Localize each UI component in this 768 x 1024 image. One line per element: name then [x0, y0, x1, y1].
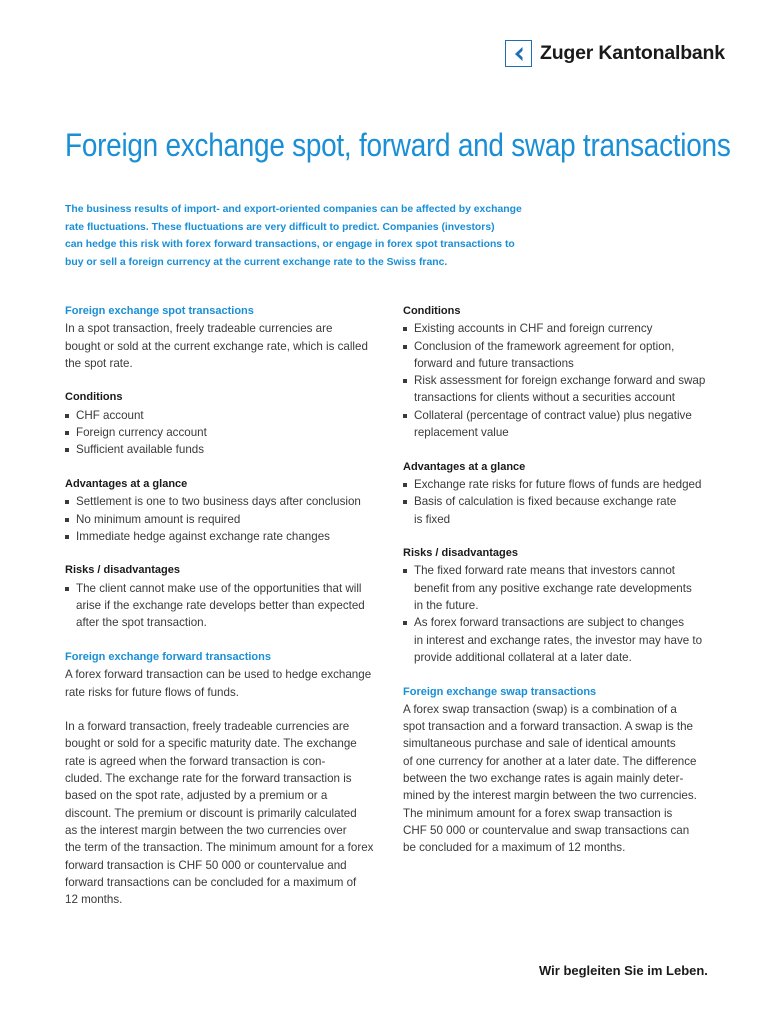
left-column: [65, 303, 390, 908]
intro-paragraph: [65, 201, 565, 271]
text-line: benefit from any positive exchange rate developments: [414, 581, 692, 595]
page-title: Foreign exchange spot, forward and swap transactions: [65, 127, 731, 163]
intro-line: rate fluctuations. These fluctuations are very difficult to predict. Companies (investors): [65, 221, 495, 233]
advantages-heading: Advantages at a glance: [65, 477, 188, 490]
conditions-heading: Conditions: [65, 391, 123, 404]
list-item: [403, 407, 728, 442]
text-line: 12 months.: [65, 893, 123, 907]
conditions-heading: Conditions: [403, 305, 461, 317]
text-line: forward transaction is CHF 50 000 or countervalue and: [65, 858, 347, 872]
text-line: based on the spot rate, adjusted by a premium or a: [65, 789, 328, 803]
text-line: bought or sold at the current exchange rate, which is called: [65, 339, 368, 353]
text-line: rate is agreed when the forward transaction is con-: [65, 754, 326, 768]
bank-logo: [505, 40, 725, 67]
text-line: arise if the exchange rate develops better than expected: [76, 599, 365, 613]
text-line: forward and future transactions: [414, 356, 574, 370]
intro-line: buy or sell a foreign currency at the current exchange rate to the Swiss franc.: [65, 256, 448, 268]
list-item: No minimum amount is required: [65, 511, 390, 528]
list-item: [403, 372, 728, 407]
text-line: cluded. The exchange rate for the forward transaction is: [65, 772, 352, 786]
conditions-list: [403, 320, 728, 441]
text-line: Conclusion of the framework agreement for option,: [414, 339, 675, 353]
text-line: the term of the transaction. The minimum amount for a forex: [65, 841, 374, 855]
list-item: Immediate hedge against exchange rate changes: [65, 528, 390, 545]
advantages-list: [65, 493, 390, 545]
text-line: is fixed: [414, 512, 451, 526]
text-line: spot transaction and a forward transaction. A swap is the: [403, 720, 694, 734]
chevron-left-icon: [505, 40, 532, 67]
text-line: Existing accounts in CHF and foreign currency: [414, 322, 653, 336]
risks-heading: Risks / disadvantages: [403, 547, 518, 560]
text-line: A forex swap transaction (swap) is a combination of a: [403, 702, 677, 716]
text-line: replacement value: [414, 426, 509, 440]
right-column: [403, 303, 728, 857]
text-line: As forex forward transactions are subject to changes: [414, 616, 685, 630]
list-item: Sufficient available funds: [65, 441, 390, 458]
text-line: in interest and exchange rates, the investor may have to: [414, 633, 703, 647]
text-line: after the spot transaction.: [76, 616, 207, 630]
text-line: The minimum amount for a forex swap transaction is: [403, 806, 673, 820]
text-line: Basis of calculation is fixed because exchange rate: [414, 495, 677, 509]
list-item: [65, 580, 390, 632]
risks-list: [65, 580, 390, 632]
bank-name: Zuger Kantonalbank: [540, 42, 725, 64]
list-item: [403, 338, 728, 373]
list-item: CHF account: [65, 407, 390, 424]
text-line: forward transactions can be concluded for a maximum of: [65, 875, 357, 889]
text-line: CHF 50 000 or countervalue and swap transactions can: [403, 823, 690, 837]
list-item: [403, 320, 728, 337]
text-line: Collateral (percentage of contract value) plus negative: [414, 408, 692, 422]
swap-heading: Foreign exchange swap transactions: [403, 685, 597, 698]
text-line: In a spot transaction, freely tradeable currencies are: [65, 322, 333, 336]
risks-list: [403, 562, 728, 666]
footer-tagline: Wir begleiten Sie im Leben.: [539, 963, 708, 978]
text-line: the spot rate.: [65, 356, 133, 370]
text-line: bought or sold for a specific maturity date. The exchange: [65, 737, 357, 751]
text-line: provide additional collateral at a later date.: [414, 650, 632, 664]
text-line: simultaneous purchase and sale of identical amounts: [403, 737, 676, 751]
forward-heading: Foreign exchange forward transactions: [65, 650, 271, 663]
advantages-heading: Advantages at a glance: [403, 460, 526, 473]
advantages-list: [403, 476, 728, 528]
text-line: The fixed forward rate means that investors cannot: [414, 564, 675, 578]
text-line: In a forward transaction, freely tradeable currencies are: [65, 720, 350, 734]
text-line: in the future.: [414, 599, 479, 613]
text-line: rate risks for future flows of funds.: [65, 685, 239, 699]
risks-heading: Risks / disadvantages: [65, 564, 180, 577]
text-line: A forex forward transaction can be used to hedge exchange: [65, 668, 372, 682]
intro-line: can hedge this risk with forex forward transactions, or engage in forex spot transactions to: [65, 239, 515, 250]
spot-heading: Foreign exchange spot transactions: [65, 305, 254, 317]
list-item: [403, 562, 728, 614]
list-item: [403, 614, 728, 666]
text-line: Risk assessment for foreign exchange forward and swap: [414, 374, 706, 388]
list-item: Foreign currency account: [65, 424, 390, 441]
text-line: The client cannot make use of the opportunities that will: [76, 581, 362, 595]
text-line: be concluded for a maximum of 12 months.: [403, 841, 626, 855]
intro-line: The business results of import- and export-oriented companies can be affected by exchange: [65, 204, 522, 215]
list-item: Settlement is one to two business days after conclusion: [65, 493, 390, 510]
list-item: [403, 476, 728, 493]
text-line: of one currency for another at a later date. The difference: [403, 754, 697, 768]
text-line: between the two exchange rates is again mainly deter-: [403, 772, 684, 786]
list-item: [403, 493, 728, 528]
text-line: Exchange rate risks for future flows of funds are hedged: [414, 477, 702, 491]
text-line: as the interest margin between the two currencies over: [65, 823, 347, 837]
text-line: discount. The premium or discount is primarily calculated: [65, 806, 357, 820]
conditions-list: [65, 407, 390, 459]
text-line: transactions for clients without a securities account: [414, 391, 675, 405]
text-line: mined by the interest margin between the two currencies.: [403, 789, 697, 803]
